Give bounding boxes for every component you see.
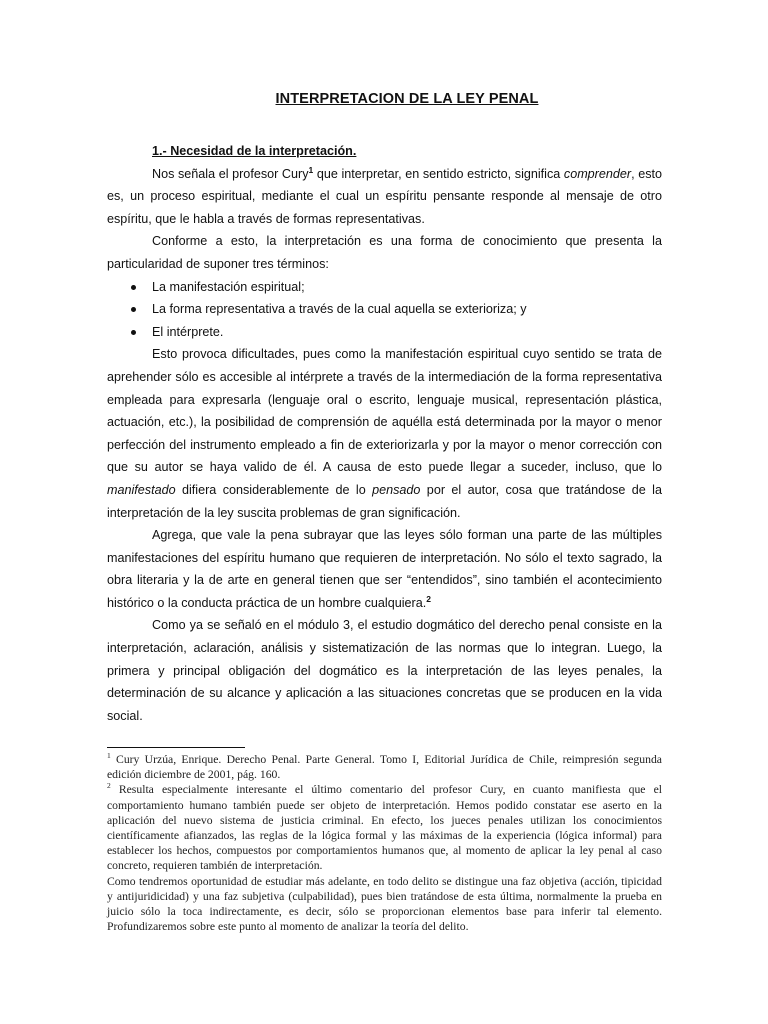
bullet-icon (131, 307, 136, 312)
footnote-1 (107, 752, 662, 782)
footnote-ref-2: 2 (426, 593, 431, 604)
footnote-number-2: 2 (107, 781, 111, 791)
emphasis-pensado: pensado (372, 482, 421, 497)
bullet-item (107, 298, 662, 321)
bullet-text: El intérprete. (152, 324, 224, 339)
paragraph-4-text: Agrega, que vale la pena subrayar que las leyes sólo forman una parte de las múltiples manifestaciones del espíritu humano que requieren de interpretación. No sólo el texto sagrado, la obra literaria y la de arte en general tienen que ser “entendidos”, sino también el acontecimiento histórico o la conducta práctica de un hombre cualquiera. (107, 528, 662, 610)
emphasis-comprender: comprender (563, 166, 632, 181)
paragraph-3-text: por el autor, cosa que tratándose de la interpretación de la ley suscita problemas de gran significación. (107, 482, 662, 520)
paragraph-3 (107, 343, 662, 524)
bullet-text: La forma representativa a través de la cual aquella se exterioriza; y (152, 302, 527, 317)
paragraph-2: Conforme a esto, la interpretación es una forma de conocimiento que presenta la particularidad de suponer tres términos: (107, 234, 662, 271)
paragraph-4 (107, 524, 662, 614)
bullet-icon (131, 330, 136, 335)
page-title: INTERPRETACION DE LA LEY PENAL (275, 91, 539, 107)
paragraph-3-text: difiera considerablemente de lo (175, 482, 373, 497)
bullet-list (107, 276, 662, 344)
bullet-item (107, 276, 662, 299)
footnote-2 (107, 782, 662, 873)
bullet-icon (131, 285, 136, 290)
bullet-item (107, 321, 662, 344)
paragraph-1-text: que interpretar, en sentido estricto, significa (313, 166, 564, 181)
footnote-2-continuation: Como tendremos oportunidad de estudiar más adelante, en todo delito se distingue una faz objetiva (acción, tipicidad y antijuridicidad) y una faz subjetiva (culpabilidad), pues bien tratándose de esta última, normalmente la prueba en juicio sólo la toca indirectamente, es decir, sólo se proporcionan elementos base para inferir tal elemento. Profundizaremos sobre este punto al momento de analizar la teoría del delito. (107, 874, 662, 934)
footnotes (107, 752, 662, 934)
paragraph-1 (107, 163, 662, 231)
footnote-separator (107, 747, 245, 748)
paragraph-3-text: Esto provoca dificultades, pues como la manifestación espiritual cuyo sentido se trata de aprehender sólo es accesible al intérprete a través de la intermediación de la forma representativa empleada para expresarla (lenguaje oral o escrito, lenguaje musical, representación plástica, actuación, etc.), la posibilidad de comprensión de aquélla está determinada por la mayor o menor perfección del instrumento empleado a fin de exteriorizarla y por la mayor o menor corrección con que su autor se haya valido de él. A causa de esto puede llegar a suceder, incluso, que lo (107, 347, 662, 475)
footnote-ref-1: 1 (308, 164, 314, 175)
paragraph-5: Como ya se señaló en el módulo 3, el estudio dogmático del derecho penal consiste en la interpretación, aclaración, análisis y sistematización de las normas que lo integran. Luego, la primera y principal obligación del dogmático es la interpretación de las leyes penales, la determinación de su alcance y aplicación a las situaciones concretas que se producen en la vida social. (107, 618, 662, 723)
emphasis-manifestado: manifestado (107, 482, 176, 497)
footnote-2-text: Resulta especialmente interesante el último comentario del profesor Cury, en cuanto manifiesta que el comportamiento humano también puede ser objeto de interpretación. Hemos podido constatar ese aserto en la aplicación del nuevo sistema de justicia criminal. En efecto, los jueces penales utilizan los conocimientos científicamente afianzados, las reglas de la lógica formal y las máximas de la experiencia (lógica informal) para establecer los hechos, compuestos por comportamientos humanos que, al momento de aplicar la ley penal al caso concreto, requieren también de interpretación. (107, 783, 662, 873)
footnote-1-text: Cury Urzúa, Enrique. Derecho Penal. Parte General. Tomo I, Editorial Jurídica de Chile, reimpresión segunda edición diciembre de 2001, pág. 160. (107, 753, 662, 782)
footnote-number-1: 1 (107, 751, 111, 761)
paragraph-1-text: Nos señala el profesor Cury (152, 166, 309, 181)
section-heading: 1.- Necesidad de la interpretación. (152, 144, 357, 158)
bullet-text: La manifestación espiritual; (152, 279, 305, 294)
paragraph-1-text: , esto es, un proceso espiritual, mediante el cual un espíritu pensante responde al mensaje de otro espíritu, que le habla a través de formas representativas. (107, 166, 662, 226)
body-text (107, 140, 662, 727)
